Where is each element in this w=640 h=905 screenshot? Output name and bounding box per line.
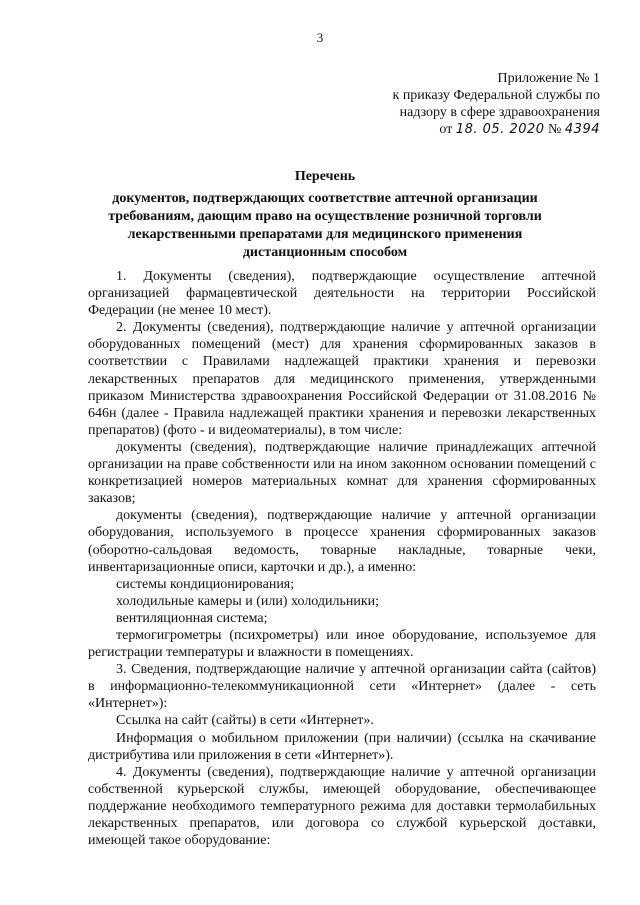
paragraph: Ссылка на сайт (сайты) в сети «Интернет». [116, 713, 374, 729]
document-body [88, 268, 596, 849]
paragraph: 3. Сведения, подтверждающие наличие у аптечной организации сайта (сайтов) в информационно-телекоммуникационной сети «Интернет» (далее - сеть «Интернет»): [88, 662, 596, 712]
paragraph: системы кондиционирования; [116, 576, 295, 592]
paragraph: документы (сведения), подтверждающие наличие у аптечной организации оборудования, используемого в процессе хранения сформированных заказов (оборотно-сальдовая ведомость, товарные накладные, товарные чеки, инвентаризационные описи, карточки и др.), а именно: [88, 508, 596, 575]
title-heading: Перечень [294, 169, 356, 184]
paragraph: вентиляционная система; [116, 610, 268, 626]
document-title [90, 168, 560, 262]
paragraph: Информация о мобильном приложении (при наличии) (ссылка на скачивание дистрибутива или приложения в сети «Интернет»). [88, 730, 596, 763]
number-prefix: № [548, 122, 562, 137]
appendix-line: Приложение № 1 [497, 71, 600, 86]
title-subheading: документов, подтверждающих соответствие аптечной организации требованиям, дающим право на осуществление розничной торговли лекарственными препаратами для медицинского применения дистанционным способом [108, 191, 542, 260]
paragraph: документы (сведения), подтверждающие наличие принадлежащих аптечной организации на праве собственности или на ином законном основании помещений с конкретизацией номеров материальных комнат для хранения сформированных заказов; [88, 439, 596, 507]
paragraph: 4. Документы (сведения), подтверждающие наличие у аптечной организации собственной курьерской службы, имеющей оборудование, обеспечивающее поддержание необходимого температурного режима для доставки термолабильных лекарственных препаратов, или договора со службой курьерской доставки, имеющей такое оборудование: [88, 764, 596, 849]
handwritten-date: 18. 05. 2020 [455, 122, 545, 137]
paragraph: 2. Документы (сведения), подтверждающие наличие у аптечной организации оборудованных помещений (мест) для хранения сформированных заказов в соответствии с Правилами надлежащей практики хранения и перевозки лекарственных препаратов для медицинского применения, утвержденными приказом Министерства здравоохранения Российской Федерации от 31.08.2016 № 646н (далее - Правила надлежащей практики хранения и перевозки лекарственных препаратов) (фото - и видеоматериалы), в том числе: [88, 320, 596, 438]
appendix-date-line [360, 121, 600, 138]
appendix-block [360, 70, 600, 138]
page-number: 3 [316, 30, 324, 45]
paragraph: термогигрометры (психрометры) или иное оборудование, используемое для регистрации температуры и влажности в помещениях. [88, 627, 596, 661]
handwritten-number: 4394 [564, 122, 600, 137]
appendix-line: к приказу Федеральной службы по [392, 88, 600, 103]
date-prefix: от [439, 122, 453, 137]
appendix-line: надзору в сфере здравоохранения [399, 105, 600, 120]
paragraph: холодильные камеры и (или) холодильники; [116, 593, 380, 609]
paragraph: 1. Документы (сведения), подтверждающие осуществление аптечной организацией фармацевтической деятельности на территории Российской Федерации (не менее 10 мест). [88, 269, 596, 319]
